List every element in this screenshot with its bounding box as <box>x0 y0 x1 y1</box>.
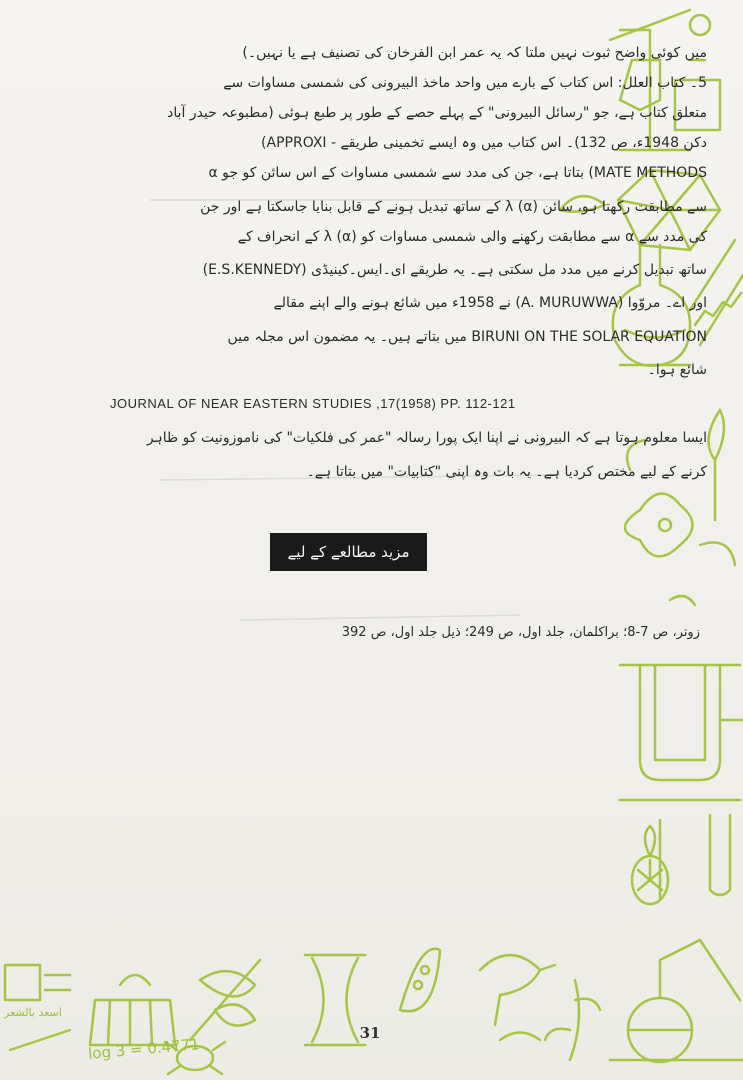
body2-line-2: کرنے کے لیے مختص کردیا ہے۔ یہ بات وہ اپنی "کتابیات" میں بتاتا ہے۔ <box>306 464 707 480</box>
body-line-9: اور اے۔ مروّوا (A. MURUWWA) نے 1958ء میں شائع ہونے والے اپنے مقالے <box>273 295 707 311</box>
body-line-1: میں کوئی واضح ثبوت نہیں ملتا کہ یہ عمر ابن الفرخان کی تصنیف ہے یا نہیں۔) <box>242 45 707 61</box>
corner-label: اسعد بالشعر <box>4 1006 62 1019</box>
border-log-text: log 3 = 0.4771 <box>87 1035 201 1063</box>
reference-line: زوتر، ص 7-8؛ براکلمان، جلد اول، ص 249؛ ذیل جلد اول، ص 392 <box>341 625 700 640</box>
body-line-8: ساتھ تبدیل کرنے میں مدد مل سکتی ہے۔ یہ طریقے ای۔ایس۔کینیڈی (E.S.KENNEDY) <box>202 262 707 278</box>
body-line-4: دکن 1948ء، ص 132)۔ اس کتاب میں وہ ایسے تخمینی طریقے - APPROXI) <box>261 135 707 151</box>
body-line-7: کی مدد سے α سے مطابقت رکھنے والی شمسی مساوات کو (α) λ کے انحراف کے <box>237 229 707 245</box>
page-number: 31 <box>359 1024 381 1042</box>
body-line-6: سے مطابقت رکھتا ہو، سائن (α) λ کے ساتھ تبدیل ہونے کے قابل بنایا جاسکتا ہے اور جن <box>200 199 707 215</box>
body-line-5: MATE METHODS) بتاتا ہے، جن کی مدد سے شمسی مساوات کے اس سائن کو جو α <box>208 165 707 181</box>
body-line-10: BIRUNI ON THE SOLAR EQUATION میں بتاتے ہیں۔ یہ مضمون اس مجلہ میں <box>227 329 707 345</box>
body-line-11: شائع ہوا۔ <box>647 362 707 378</box>
body-line-3: متعلق کتاب ہے، جو "رسائل البیرونی" کے پہلے حصے کے طور پر طبع ہوئی (مطبوعہ حیدر آباد <box>167 105 707 121</box>
journal-citation: JOURNAL OF NEAR EASTERN STUDIES ,17(1958) PP. 112-121 <box>110 396 516 411</box>
body2-line-1: ایسا معلوم ہوتا ہے کہ البیرونی نے اپنا ایک پورا رسالہ "عمر کی فلکیات" کی ناموزونیت کو ظاہر <box>146 430 707 446</box>
further-reading-heading: مزید مطالعے کے لیے <box>270 533 427 571</box>
body-line-2: 5۔ کتاب العلل: اس کتاب کے بارے میں واحد ماخذ البیرونی کی شمسی مساوات سے <box>223 75 707 91</box>
